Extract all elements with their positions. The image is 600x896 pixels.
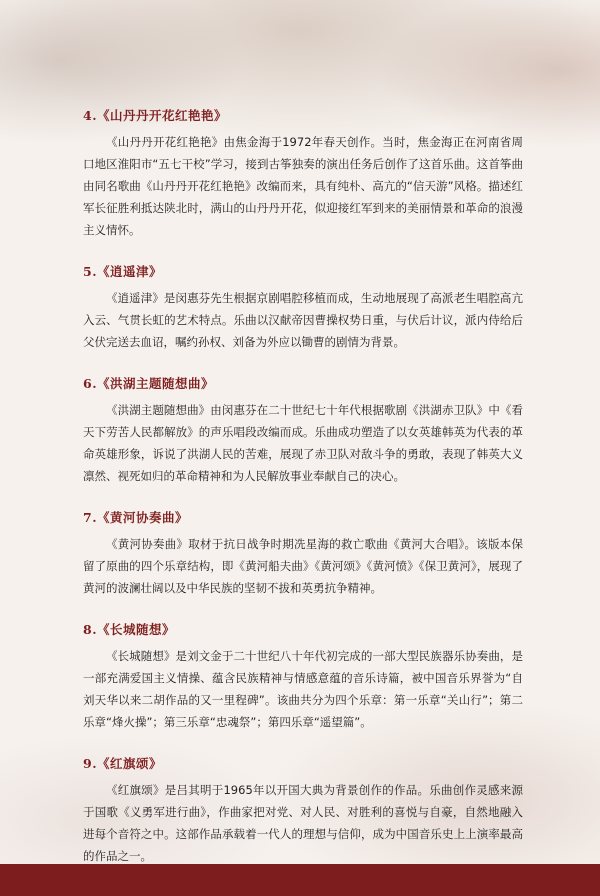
section-title: 4.《山丹丹开花红艳艳》 bbox=[83, 108, 228, 123]
section-8 bbox=[83, 621, 523, 733]
section-body: 《红旗颂》是吕其明于1965年以开国大典为背景创作的作品。乐曲创作灵感来源于国歌《义勇军进行曲》，作曲家把对党、对人民、对胜利的喜悦与自豪，自然地融入进每个音符之中。这部作品承载着一代人的理想与信仰，成为中国音乐史上上演率最高的作品之一。 bbox=[83, 783, 523, 863]
section-body: 《长城随想》是刘文金于二十世纪八十年代初完成的一部大型民族器乐协奏曲，是一部充满爱国主义情操、蕴含民族精神与情感意蕴的音乐诗篇，被中国音乐界誉为“自刘天华以来二胡作品的又一里程碑”。该曲共分为四个乐章：第一乐章“关山行”；第二乐章“烽火操”；第三乐章“忠魂祭”；第四乐章“遥望篇”。 bbox=[83, 649, 523, 729]
section-title: 5.《逍遥津》 bbox=[83, 264, 163, 279]
section-body: 《洪湖主题随想曲》由闵惠芬在二十世纪七十年代根据歌剧《洪湖赤卫队》中《看天下劳苦人民都解放》的声乐唱段改编而成。乐曲成功塑造了以女英雄韩英为代表的革命英雄形象，诉说了洪湖人民的苦难，展现了赤卫队对敌斗争的勇敢，表现了韩英大义凛然、视死如归的革命精神和为人民解放事业奉献自己的决心。 bbox=[83, 403, 523, 483]
section-9 bbox=[83, 755, 523, 867]
section-title: 9.《红旗颂》 bbox=[83, 756, 163, 771]
program-notes bbox=[83, 107, 523, 889]
section-5 bbox=[83, 263, 523, 353]
section-title: 7.《黄河协奏曲》 bbox=[83, 510, 189, 525]
section-6 bbox=[83, 375, 523, 487]
section-body: 《黄河协奏曲》取材于抗日战争时期冼星海的救亡歌曲《黄河大合唱》。该版本保留了原曲的四个乐章结构，即《黄河船夫曲》《黄河颂》《黄河愤》《保卫黄河》，展现了黄河的波澜壮阔以及中华民族的坚韧不拔和英勇抗争精神。 bbox=[83, 537, 523, 595]
section-body: 《逍遥津》是闵惠芬先生根据京剧唱腔移植而成，生动地展现了高派老生唱腔高亢入云、气贯长虹的艺术特点。乐曲以汉献帝因曹操权势日重，与伏后计议，派内侍给后父伏完送去血诏，嘱约孙权、刘备为外应以锄曹的剧情为背景。 bbox=[83, 291, 523, 349]
section-title: 8.《长城随想》 bbox=[83, 622, 176, 637]
section-title: 6.《洪湖主题随想曲》 bbox=[83, 376, 215, 391]
section-7 bbox=[83, 509, 523, 599]
section-body: 《山丹丹开花红艳艳》由焦金海于1972年春天创作。当时，焦金海正在河南省周口地区淮阳市“五七干校”学习，接到古筝独奏的演出任务后创作了这首乐曲。这首筝曲由同名歌曲《山丹丹开花红艳艳》改编而来，具有纯朴、高亢的“信天游”风格。描述红军长征胜利抵达陕北时，满山的山丹丹开花，似迎接红军到来的美丽情景和革命的浪漫主义情怀。 bbox=[83, 135, 523, 237]
section-4 bbox=[83, 107, 523, 241]
